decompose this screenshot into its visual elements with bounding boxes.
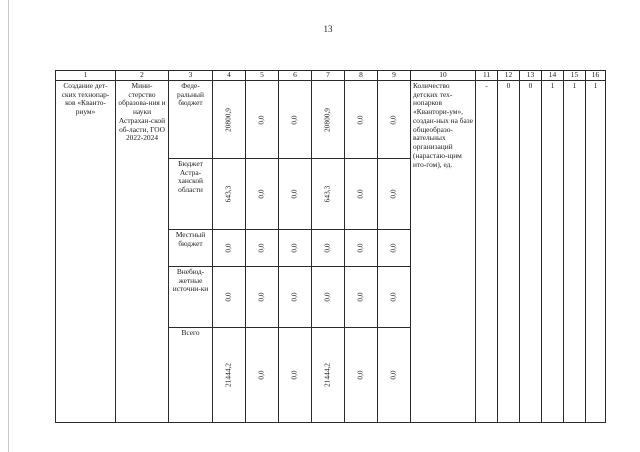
- scan-edge-line: [8, 0, 9, 452]
- value-cell: [279, 267, 312, 328]
- value-cell: [378, 328, 411, 423]
- header-cell: 7: [312, 71, 345, 81]
- indicator-value: 0: [498, 81, 520, 423]
- value-text: 0,0: [256, 370, 266, 380]
- event-name: Создание дет-ских технопар-ков «Кванто-риум»: [56, 81, 116, 423]
- value-cell: [312, 159, 345, 230]
- value-text: 0,0: [388, 292, 398, 302]
- funding-source: Бюджет Астра-ханской области: [169, 159, 213, 230]
- value-cell: [345, 81, 378, 159]
- header-cell: 15: [564, 71, 586, 81]
- header-cell: 5: [246, 71, 279, 81]
- value-text: 643,3: [223, 185, 233, 203]
- funding-source: Всего: [169, 328, 213, 423]
- value-text: 0,0: [256, 189, 266, 199]
- value-cell: [246, 230, 279, 267]
- value-cell: [279, 81, 312, 159]
- value-text: 0,0: [355, 370, 365, 380]
- value-text: 0,0: [289, 243, 299, 253]
- value-text: 0,0: [388, 114, 398, 125]
- funding-source: Местный бюджет: [169, 230, 213, 267]
- value-cell: [312, 328, 345, 423]
- indicator-value: 1: [542, 81, 564, 423]
- value-cell: [345, 230, 378, 267]
- funding-source: Феде-ральный бюджет: [169, 81, 213, 159]
- header-cell: 4: [213, 71, 246, 81]
- value-cell: [213, 328, 246, 423]
- header-cell: 14: [542, 71, 564, 81]
- header-cell: 10: [411, 71, 476, 81]
- value-cell: [378, 230, 411, 267]
- value-cell: [213, 159, 246, 230]
- value-text: 20800,9: [223, 107, 233, 132]
- value-text: 0,0: [256, 292, 266, 302]
- header-cell: 6: [279, 71, 312, 81]
- value-cell: [345, 267, 378, 328]
- header-cell: 1: [56, 71, 116, 81]
- value-cell: [246, 328, 279, 423]
- value-text: 0,0: [289, 292, 299, 302]
- value-cell: [312, 267, 345, 328]
- value-cell: [213, 81, 246, 159]
- value-text: 0,0: [322, 292, 332, 302]
- header-cell: 3: [169, 71, 213, 81]
- value-text: 0,0: [256, 243, 266, 253]
- value-text: 0,0: [223, 243, 233, 253]
- executor: Мини-стерство образова-ния и науки Астрахан-ской об-ласти, ГОО 2022-2024: [116, 81, 169, 423]
- value-text: 0,0: [289, 370, 299, 380]
- value-cell: [279, 328, 312, 423]
- header-row: [56, 71, 606, 81]
- value-text: 0,0: [355, 189, 365, 199]
- value-cell: [246, 81, 279, 159]
- value-cell: [378, 267, 411, 328]
- value-text: 0,0: [289, 189, 299, 199]
- value-text: 643,3: [322, 185, 332, 203]
- value-cell: [213, 267, 246, 328]
- value-text: 0,0: [355, 292, 365, 302]
- indicator-value: -: [476, 81, 498, 423]
- value-text: 0,0: [388, 189, 398, 199]
- value-cell: [378, 81, 411, 159]
- program-table: [55, 70, 606, 423]
- value-text: 21444,2: [322, 362, 332, 388]
- value-cell: [246, 267, 279, 328]
- value-text: 0,0: [322, 243, 332, 253]
- value-cell: [279, 159, 312, 230]
- table-row-federal: [56, 81, 606, 159]
- header-cell: 16: [586, 71, 606, 81]
- value-cell: [345, 328, 378, 423]
- funding-source: Внебюд-жетные источни-ки: [169, 267, 213, 328]
- header-cell: 8: [345, 71, 378, 81]
- indicator-value: 0: [520, 81, 542, 423]
- value-text: 0,0: [355, 243, 365, 253]
- value-text: 0,0: [256, 114, 266, 125]
- indicator-description: Количество детских тех-нопарков «Квантори-ум», создан-ных на базе общеобразо-вательных организаций (нарастаю-щим ито-гом), ед.: [411, 81, 476, 423]
- indicator-value: 1: [564, 81, 586, 423]
- value-cell: [279, 230, 312, 267]
- header-cell: 11: [476, 71, 498, 81]
- value-cell: [312, 81, 345, 159]
- value-cell: [312, 230, 345, 267]
- value-text: 0,0: [223, 292, 233, 302]
- value-text: 20800,9: [322, 107, 332, 132]
- value-text: 21444,2: [223, 362, 233, 388]
- value-cell: [345, 159, 378, 230]
- value-text: 0,0: [388, 370, 398, 380]
- value-text: 0,0: [355, 114, 365, 125]
- value-text: 0,0: [388, 243, 398, 253]
- header-cell: 13: [520, 71, 542, 81]
- header-cell: 2: [116, 71, 169, 81]
- header-cell: 12: [498, 71, 520, 81]
- header-cell: 9: [378, 71, 411, 81]
- indicator-value: 1: [586, 81, 606, 423]
- value-cell: [246, 159, 279, 230]
- value-cell: [213, 230, 246, 267]
- value-text: 0,0: [289, 114, 299, 125]
- page-number: 13: [323, 24, 333, 34]
- value-cell: [378, 159, 411, 230]
